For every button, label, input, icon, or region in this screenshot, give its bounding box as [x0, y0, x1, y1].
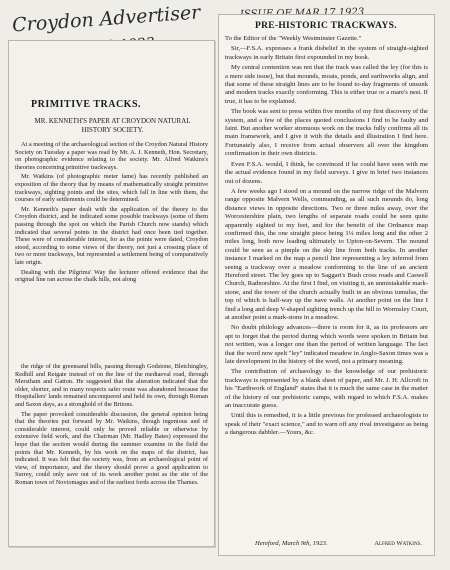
left-paragraph: At a meeting of the archaeological section of the Croydon Natural History Society on Tuesday a paper was read by Mr. A. J. Kenneth, Hon. Secretary, on photographic evidence relating to the society. Mr. Alfred Watkins's theories concerning primitive trackways. — [15, 141, 208, 171]
left-paragraph: Mr. Watkins (of photographic meter fame) has recently published an exposition of the theory that by means of mathematically straight primitive trackways, sighting points and the sites, which fall in line with them, the courses of early settlements could be determined. — [15, 173, 208, 204]
right-paragraph: No doubt philology advances—there is room for it, as its professors are apt to forget that the period during which words were spoken in Britain but not written, was a longer one than the period of written language. The fact that the word now spelt "ley" indicated meadow in Anglo-Saxon times was a late development in the history of the word, not a primary meaning. — [225, 324, 428, 366]
letter-signature-row — [225, 540, 428, 550]
right-paragraph: The contribution of archaeology to the knowledge of our prehistoric trackways is represented by a blank sheet of paper, and Mr. J. H. Allcroft in his "Earthwork of England" states that it is much the same case in the matter of the history of our prehistoric camps, with regard to which F.S.A. makes an inaccurate guess. — [225, 368, 428, 410]
left-article-subtitle: MR. KENNETH'S PAPER AT CROYDON NATURAL HISTORY SOCIETY. — [34, 117, 191, 134]
right-article-body — [225, 35, 428, 535]
signature-name: Alfred Watkins. — [374, 540, 422, 547]
right-paragraph: A few weeks ago I stood on a mound on the narrow ridge of the Malvern range opposite Malvern Wells, commanding, as all such mounds do, long distance views in opposite directions. Two or three miles away, over the Worcestershire plain, two lengths of separate roads could be seen quite apparently sighted to my feet, and for the benefit of the Ordnance map confirmed this, the one straight piece being 1¼ miles long and the other 2 miles long, both now leading ultimately to Upton-on-Severn. The mound could be seen as a pimple on the sky line from both tracks. In another instance I marked on the map a pencil line representing a ley inferred from seeing a trackway over a meadow conforming to the line of an ancient Hereford street. The ley goes up to Saggart's Bush cross roads and Caswell Church, Radnorshire. At the first I find, on visiting it, an unmistakable mark-stone, and the tower of the church actually built in an obvious tumulus, the top of which is half-way up the nave walls. At another point on the line I find a long and deep V-shaped sighting trench up the hill to Wormsley Court, at another point a mark-stone in a meadow. — [225, 187, 428, 321]
right-paragraph: My central contention was not that the track was called the ley (for this is a mere side issue), but that mounds, moats, ponds, and earthworks align, and that some of these straight lines are to be found to-day fragments of unsunk and modern tracks exactly conforming. This is either true or a mare's nest. If true, it has to be explained. — [225, 64, 428, 105]
right-paragraph: The book was sent to press within five months of my first discovery of the system, and a few of the places quoted conclusions I find to be faulty and faint. But another worker strenuous work on the tracks fully confirms all its main framework, and I give it with the details and illustration I find here. Fortunately also, I receive from actual observers all over the kingdom confirmation in their own districts. — [225, 108, 428, 158]
left-article-title: PRIMITIVE TRACKS. — [31, 99, 141, 110]
left-newspaper-clipping — [8, 40, 215, 547]
left-article-continuation — [15, 363, 208, 538]
left-paragraph: The paper provoked considerable discussion, the general opinion being that the theories put forward by Mr. Watkins, though ingenious and of considerable interest, could only be proved reliable or otherwise by extensive field work, and the Chairman (Mr. Hadley Bates) expressed the hope that the section would during the summer examine in the field the points that Mr. Kenneth, by his work on the maps of the district, has indicated. It was felt that the society was, from an archaeological point of view, of importance, and the theory should prove a good application to Surrey, could only save out of its work another point as the site of the Roman town of Noviomagus and of the earliest fords across the Thames. — [15, 410, 208, 486]
left-paragraph: the ridge of the greensand hills, passing through Godstone, Bletchingley, Redhill and Reigate instead of on the line of the mediaeval road, through Merstham and Gatton. He suggested that the alteration indicated that the older, shorter, and in many respects safer route was abandoned because the Hospitallers' lands remained unconquered and held its own, through Roman and Saxon days, as a stronghold of the Britons. — [15, 363, 208, 408]
right-paragraph: Sir,—F.S.A. expresses a frank disbelief in the system of straight-sighted trackways in early Britain first expounded in my book. — [225, 45, 428, 61]
right-article-title: PRE-HISTORIC TRACKWAYS. — [255, 21, 397, 31]
right-newspaper-clipping — [218, 14, 435, 556]
right-paragraph: Even F.S.A. would, I think, be convinced if he could have seen with me the actual evidence found in my field surveys. I give in brief two instances out of dozens. — [225, 160, 428, 185]
letter-salutation: To the Editor of the "Weekly Westminster Gazette." — [225, 35, 362, 42]
left-paragraph: Mr. Kenneth's paper dealt with the application of the theory to the Croydon district, and he indicated some possible trackways (some of them passing through the spot on which the Parish Church now stands) which indicated that several points in the district had once been tied together. These were of considerable interest, for as the points were dated, Croydon stood, according to some views of the theory, not just a crossing place of two or more trackways, but represented a settlement being of comparatively late origin. — [15, 205, 208, 266]
signature-place-date: Hereford, March 9th, 1923. — [255, 540, 328, 547]
right-paragraph: Until this is remedied, it is a little previous for professed archaeologists to speak of their "exact science," and to warn off any rival investigator as being a dangerous dabbler.—Yours, &c. — [225, 412, 428, 437]
left-paragraph: Dealing with the Pilgrims' Way the lecturer offered evidence that the original line ran across the chalk hills, not along — [15, 268, 208, 284]
handwritten-source-note: Croydon Advertiser — [11, 1, 201, 37]
